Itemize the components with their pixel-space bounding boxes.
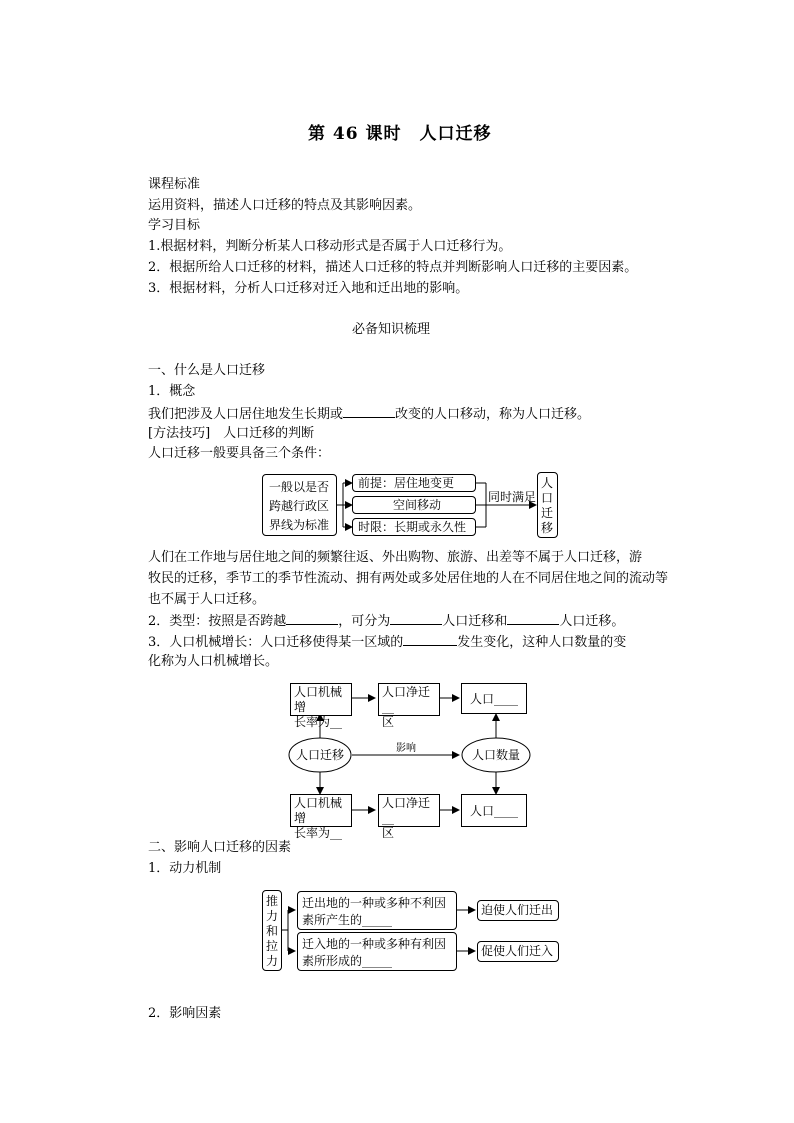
diagram1-connector-label: 同时满足 bbox=[488, 490, 537, 504]
d3-lower-result: 促使人们迁入 bbox=[477, 941, 559, 962]
mech-line-1a: 3．人口机械增长：人口迁移使得某一区域的 bbox=[148, 635, 404, 650]
d3-left-box bbox=[262, 890, 282, 971]
d2-text: 区 bbox=[382, 715, 395, 729]
para1-line: 牧民的迁移，季节工的季节性流动、拥有两处或多处居住地的人在不同居住地之间的流动等 bbox=[148, 571, 669, 586]
page-title: 第 46 课时 人口迁移 bbox=[308, 124, 492, 144]
diagram1-mid-box: 空间移动 bbox=[352, 496, 476, 514]
para1-line: 人们在工作地与居住地之间的频繁往返、外出购物、旅游、出差等不属于人口迁移，游 bbox=[148, 550, 643, 565]
goal-item-1: 1.根据材料，判断分析某人口移动形式是否属于人口迁移行为。 bbox=[148, 239, 512, 254]
left-box-line: 一般以是否 bbox=[269, 480, 330, 494]
d2-text: 区 bbox=[382, 826, 395, 840]
d2-arrow-label: 影响 bbox=[396, 743, 416, 754]
d2-oval-left-label: 人口迁移 bbox=[296, 748, 345, 762]
d3-char: 和 bbox=[266, 924, 279, 938]
d2-text: 人口机械增 bbox=[294, 796, 343, 825]
left-box-line: 跨越行政区 bbox=[269, 499, 330, 513]
d2-top-right: 人口____ bbox=[461, 683, 527, 714]
type-line-b: ，可分为 bbox=[338, 614, 391, 629]
d3-text: 素所产生的_____ bbox=[302, 913, 393, 927]
goals-label: 学习目标 bbox=[148, 218, 201, 233]
concept-text-a: 我们把涉及人口居住地发生长期或 bbox=[148, 407, 344, 422]
d2-text: 人口净迁__ bbox=[382, 796, 431, 825]
diagram1-bottom-box: 时限：长期或永久性 bbox=[352, 518, 476, 536]
d2-text: 人口机械增 bbox=[294, 685, 343, 714]
concept-text-b: 改变的人口移动，称为人口迁移。 bbox=[395, 407, 591, 422]
diagram1-top-box: 前提：居住地变更 bbox=[352, 474, 476, 492]
d3-upper-result: 迫使人们迁出 bbox=[477, 900, 559, 921]
d2-oval-right-label: 人口数量 bbox=[472, 748, 521, 762]
curriculum-label: 课程标准 bbox=[148, 177, 201, 192]
curriculum-text: 运用资料，描述人口迁移的特点及其影响因素。 bbox=[148, 198, 422, 213]
right-box-char: 人 bbox=[541, 476, 554, 490]
mech-line-2: 化称为人口机械增长。 bbox=[148, 654, 279, 669]
d3-text: 素所形成的_____ bbox=[302, 954, 393, 968]
d2-bottom-right: 人口____ bbox=[461, 794, 527, 827]
conditions-intro: 人口迁移一般要具备三个条件： bbox=[148, 446, 331, 461]
goal-item-3: 3．根据材料，分析人口迁移对迁入地和迁出地的影响。 bbox=[148, 281, 469, 296]
d3-char: 推 bbox=[266, 894, 279, 908]
d2-text: 人口净迁__ bbox=[382, 685, 431, 714]
para1-line: 也不属于人口迁移。 bbox=[148, 592, 266, 607]
right-box-char: 移 bbox=[541, 521, 554, 535]
part2-heading: 二、影响人口迁移的因素 bbox=[148, 840, 292, 855]
d2-text: 长率为__ bbox=[294, 715, 343, 729]
goal-item-2: 2．根据所给人口迁移的材料，描述人口迁移的特点并判断影响人口迁移的主要因素。 bbox=[148, 260, 638, 275]
mech-line-1b: 发生变化，这种人口数量的变 bbox=[457, 635, 627, 650]
d3-upper-box bbox=[297, 891, 457, 930]
type-line-d: 人口迁移。 bbox=[559, 614, 625, 629]
concept-label: 1．概念 bbox=[148, 384, 196, 399]
right-box-char: 口 bbox=[541, 491, 554, 505]
part2-sub1: 1．动力机制 bbox=[148, 861, 222, 876]
method-label: [方法技巧] 人口迁移的判断 bbox=[148, 426, 315, 441]
d3-char: 力 bbox=[266, 909, 279, 923]
d3-char: 力 bbox=[266, 954, 279, 968]
part1-heading: 一、什么是人口迁移 bbox=[148, 363, 266, 378]
section-heading: 必备知识梳理 bbox=[352, 322, 431, 337]
d3-char: 拉 bbox=[266, 939, 279, 953]
type-line-c: 人口迁移和 bbox=[442, 614, 508, 629]
left-box-line: 界线为标准 bbox=[269, 518, 330, 532]
type-line-a: 2．类型：按照是否跨越 bbox=[148, 614, 287, 629]
d3-lower-box bbox=[297, 932, 457, 971]
d2-text: 长率为__ bbox=[294, 826, 343, 840]
d3-text: 迁出地的一种或多种不利因 bbox=[302, 896, 447, 910]
right-box-char: 迁 bbox=[541, 506, 554, 520]
d3-text: 迁入地的一种或多种有利因 bbox=[302, 937, 447, 951]
part2-sub2: 2．影响因素 bbox=[148, 1006, 222, 1021]
